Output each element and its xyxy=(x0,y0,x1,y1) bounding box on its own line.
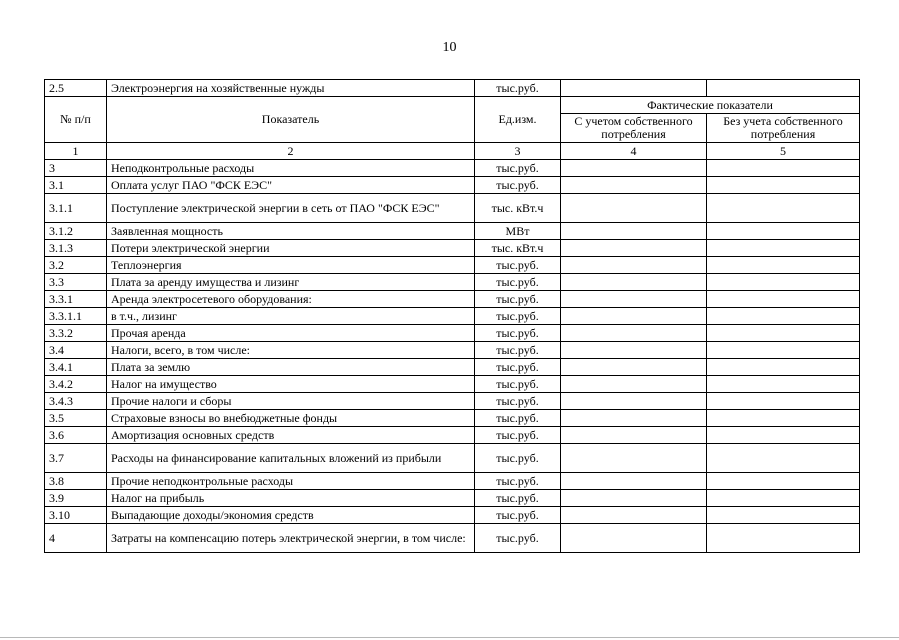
value-cell-own xyxy=(561,524,707,553)
value-cell-noown xyxy=(707,427,860,444)
value-cell-noown xyxy=(707,257,860,274)
row-unit: тыс.руб. xyxy=(475,274,561,291)
row-indicator: Потери электрической энергии xyxy=(107,240,475,257)
row-indicator: Теплоэнергия xyxy=(107,257,475,274)
row-number: 3.3.1 xyxy=(45,291,107,308)
header-indicator: Показатель xyxy=(107,97,475,143)
table-row xyxy=(45,308,860,325)
header-col5: Без учета собственного потребления xyxy=(707,114,860,143)
value-cell-own xyxy=(561,490,707,507)
row-unit: тыс.руб. xyxy=(475,160,561,177)
row-unit: тыс.руб. xyxy=(475,507,561,524)
row-indicator: Налог на имущество xyxy=(107,376,475,393)
row-unit: тыс.руб. xyxy=(475,524,561,553)
row-number: 3.7 xyxy=(45,444,107,473)
value-cell-own xyxy=(561,427,707,444)
row-indicator: Поступление электрической энергии в сеть от ПАО "ФСК ЕЭС" xyxy=(107,194,475,223)
row-indicator: Плата за аренду имущества и лизинг xyxy=(107,274,475,291)
value-cell-noown xyxy=(707,325,860,342)
table-row xyxy=(45,160,860,177)
value-cell-own xyxy=(561,473,707,490)
row-indicator: Прочие неподконтрольные расходы xyxy=(107,473,475,490)
table-row xyxy=(45,80,860,97)
row-number: 3 xyxy=(45,160,107,177)
value-cell-noown xyxy=(707,444,860,473)
value-cell-own xyxy=(561,376,707,393)
row-number: 3.4.1 xyxy=(45,359,107,376)
row-indicator: Амортизация основных средств xyxy=(107,427,475,444)
row-number: 3.6 xyxy=(45,427,107,444)
value-cell-noown xyxy=(707,376,860,393)
row-indicator: Страховые взносы во внебюджетные фонды xyxy=(107,410,475,427)
row-number: 3.1.3 xyxy=(45,240,107,257)
value-cell-noown xyxy=(707,223,860,240)
row-unit: тыс.руб. xyxy=(475,342,561,359)
header-group: Фактические показатели xyxy=(561,97,860,114)
value-cell-own xyxy=(561,359,707,376)
value-cell-own xyxy=(561,507,707,524)
row-number: 3.9 xyxy=(45,490,107,507)
table-row xyxy=(45,194,860,223)
row-number: 2.5 xyxy=(45,80,107,97)
value-cell-own xyxy=(561,342,707,359)
value-cell-own xyxy=(561,240,707,257)
value-cell-own xyxy=(561,444,707,473)
row-unit: тыс.руб. xyxy=(475,257,561,274)
value-cell-noown xyxy=(707,393,860,410)
table-row xyxy=(45,376,860,393)
index-5: 5 xyxy=(707,143,860,160)
value-cell-own xyxy=(561,410,707,427)
table-row xyxy=(45,490,860,507)
table-row xyxy=(45,223,860,240)
row-indicator: Заявленная мощность xyxy=(107,223,475,240)
index-1: 1 xyxy=(45,143,107,160)
row-number: 3.4 xyxy=(45,342,107,359)
table-row xyxy=(45,444,860,473)
value-cell-noown xyxy=(707,308,860,325)
table-row xyxy=(45,393,860,410)
row-unit: МВт xyxy=(475,223,561,240)
row-number: 3.5 xyxy=(45,410,107,427)
row-unit: тыс.руб. xyxy=(475,473,561,490)
row-indicator: Оплата услуг ПАО "ФСК ЕЭС" xyxy=(107,177,475,194)
row-unit: тыс.руб. xyxy=(475,444,561,473)
header-col4: С учетом собственного потребления xyxy=(561,114,707,143)
row-indicator: Налог на прибыль xyxy=(107,490,475,507)
value-cell-noown xyxy=(707,194,860,223)
row-number: 4 xyxy=(45,524,107,553)
page-number: 10 xyxy=(442,40,457,55)
row-number: 3.4.3 xyxy=(45,393,107,410)
row-unit: тыс.руб. xyxy=(475,359,561,376)
row-unit: тыс.руб. xyxy=(475,325,561,342)
row-unit: тыс.руб. xyxy=(475,376,561,393)
row-indicator: Расходы на финансирование капитальных вложений из прибыли xyxy=(107,444,475,473)
row-indicator: Неподконтрольные расходы xyxy=(107,160,475,177)
page-edge-line xyxy=(0,637,899,638)
value-cell-noown xyxy=(707,490,860,507)
value-cell-own xyxy=(561,177,707,194)
row-indicator: Электроэнергия на хозяйственные нужды xyxy=(107,80,475,97)
table-row xyxy=(45,473,860,490)
row-unit: тыс.руб. xyxy=(475,393,561,410)
value-cell-own xyxy=(561,393,707,410)
row-unit: тыс.руб. xyxy=(475,490,561,507)
value-cell-own xyxy=(561,274,707,291)
table-row xyxy=(45,291,860,308)
value-cell-own xyxy=(561,325,707,342)
table-row xyxy=(45,524,860,553)
row-unit: тыс.руб. xyxy=(475,308,561,325)
row-number: 3.3.2 xyxy=(45,325,107,342)
row-number: 3.10 xyxy=(45,507,107,524)
row-indicator: Выпадающие доходы/экономия средств xyxy=(107,507,475,524)
row-number: 3.1 xyxy=(45,177,107,194)
index-4: 4 xyxy=(561,143,707,160)
index-row xyxy=(45,143,860,160)
row-indicator: Прочие налоги и сборы xyxy=(107,393,475,410)
row-unit: тыс.руб. xyxy=(475,410,561,427)
table-row xyxy=(45,427,860,444)
row-unit: тыс.руб. xyxy=(475,427,561,444)
table-row xyxy=(45,177,860,194)
index-3: 3 xyxy=(475,143,561,160)
row-indicator: Плата за землю xyxy=(107,359,475,376)
report-table xyxy=(44,79,860,553)
value-cell-own xyxy=(561,80,707,97)
index-2: 2 xyxy=(107,143,475,160)
table-row xyxy=(45,240,860,257)
value-cell-own xyxy=(561,291,707,308)
value-cell-noown xyxy=(707,274,860,291)
value-cell-noown xyxy=(707,507,860,524)
table-row xyxy=(45,257,860,274)
row-unit: тыс.руб. xyxy=(475,80,561,97)
value-cell-noown xyxy=(707,473,860,490)
row-indicator: Налоги, всего, в том числе: xyxy=(107,342,475,359)
value-cell-noown xyxy=(707,240,860,257)
value-cell-noown xyxy=(707,410,860,427)
table-row xyxy=(45,274,860,291)
value-cell-noown xyxy=(707,342,860,359)
table-row xyxy=(45,325,860,342)
row-number: 3.2 xyxy=(45,257,107,274)
value-cell-noown xyxy=(707,359,860,376)
row-number: 3.1.2 xyxy=(45,223,107,240)
value-cell-noown xyxy=(707,524,860,553)
row-unit: тыс. кВт.ч xyxy=(475,240,561,257)
value-cell-own xyxy=(561,194,707,223)
value-cell-noown xyxy=(707,80,860,97)
table-row xyxy=(45,507,860,524)
row-indicator: Затраты на компенсацию потерь электрической энергии, в том числе: xyxy=(107,524,475,553)
header-row xyxy=(45,97,860,114)
value-cell-own xyxy=(561,257,707,274)
row-number: 3.4.2 xyxy=(45,376,107,393)
row-unit: тыс. кВт.ч xyxy=(475,194,561,223)
table-row xyxy=(45,342,860,359)
row-number: 3.1.1 xyxy=(45,194,107,223)
table-row xyxy=(45,359,860,376)
header-unit: Ед.изм. xyxy=(475,97,561,143)
row-number: 3.3.1.1 xyxy=(45,308,107,325)
value-cell-noown xyxy=(707,291,860,308)
row-number: 3.3 xyxy=(45,274,107,291)
value-cell-own xyxy=(561,308,707,325)
value-cell-own xyxy=(561,160,707,177)
row-unit: тыс.руб. xyxy=(475,291,561,308)
header-num: № п/п xyxy=(45,97,107,143)
table-row xyxy=(45,410,860,427)
row-number: 3.8 xyxy=(45,473,107,490)
row-indicator: в т.ч., лизинг xyxy=(107,308,475,325)
value-cell-noown xyxy=(707,177,860,194)
row-unit: тыс.руб. xyxy=(475,177,561,194)
value-cell-own xyxy=(561,223,707,240)
row-indicator: Аренда электросетевого оборудования: xyxy=(107,291,475,308)
value-cell-noown xyxy=(707,160,860,177)
row-indicator: Прочая аренда xyxy=(107,325,475,342)
